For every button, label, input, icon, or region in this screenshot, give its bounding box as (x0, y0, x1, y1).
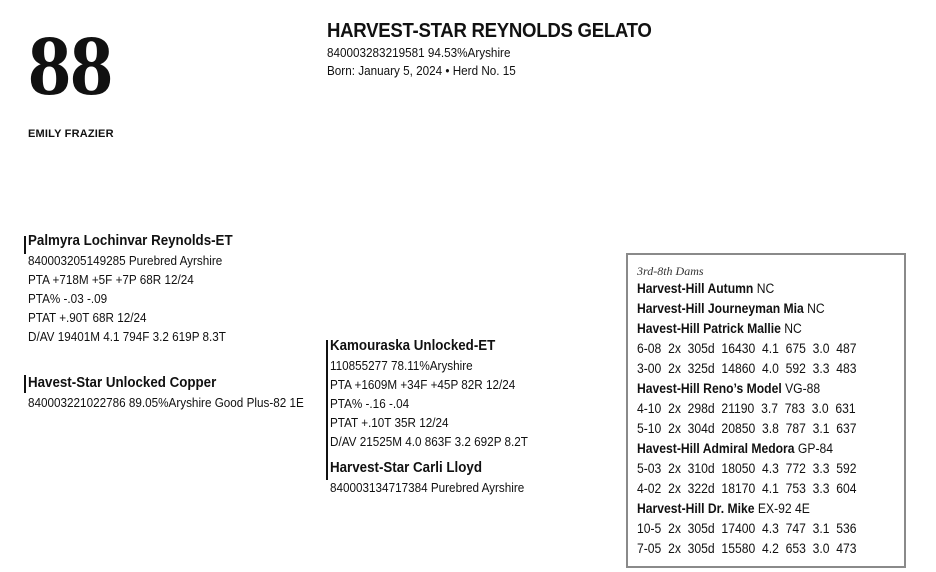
dam-record-text: 5-10 2x 304d 20850 3.8 787 3.1 637 (637, 421, 857, 436)
dam-ancestor-name: Havest-Hill Admiral Medora (637, 441, 795, 456)
sire-line: PTA% -.03 -.09 (28, 291, 108, 306)
dam-sire-line: 110855277 78.11%Aryshire (330, 358, 473, 373)
dam-ancestor-row (637, 299, 877, 319)
lot-number: 88 (28, 17, 112, 113)
dam-bracket-line (24, 375, 26, 393)
granddam-line: 840003134717384 Purebred Ayrshire (330, 480, 525, 495)
granddam-block (330, 458, 546, 497)
dam-record-row (637, 399, 877, 419)
dam-record-row (637, 339, 877, 359)
dam-ancestor-classification: VG-88 (781, 381, 821, 396)
dam-record-row (637, 479, 877, 499)
dam-line: 840003221022786 89.05%Aryshire Good Plus-82 1E (28, 395, 304, 410)
animal-born: Born: January 5, 2024 • Herd No. 15 (327, 63, 516, 78)
dam-record-text: 10-5 2x 305d 17400 4.3 747 3.1 536 (637, 521, 857, 536)
dams-box (626, 253, 906, 568)
dam-record-row (637, 519, 877, 539)
dam-record-row (637, 359, 877, 379)
dam-sire-line: PTA% -.16 -.04 (330, 396, 410, 411)
dam-record-text: 3-00 2x 325d 14860 4.0 592 3.3 483 (637, 361, 857, 376)
dam-ancestor-name: Havest-Hill Reno’s Model (637, 381, 782, 396)
dam-ancestor-classification: GP-84 (794, 441, 834, 456)
animal-registration: 840003283219581 94.53%Aryshire (327, 45, 511, 60)
consignor-name: EMILY FRAZIER (28, 128, 114, 140)
dams-box-title: 3rd-8th Dams (637, 264, 704, 278)
dam-block (28, 373, 334, 412)
dam-ancestor-classification: NC (780, 321, 802, 336)
dam-ancestor-name: Havest-Hill Patrick Mallie (637, 321, 781, 336)
dam-sire-line: PTAT +.10T 35R 12/24 (330, 415, 449, 430)
granddam-name: Harvest-Star Carli Lloyd (330, 460, 482, 476)
dam-record-text: 4-10 2x 298d 21190 3.7 783 3.0 631 (637, 401, 856, 416)
dam-ancestor-classification: NC (803, 301, 825, 316)
dam-ancestor-name: Harvest-Hill Autumn (637, 281, 754, 296)
sire-name: Palmyra Lochinvar Reynolds-ET (28, 233, 233, 249)
dam-sire-name: Kamouraska Unlocked-ET (330, 338, 496, 354)
sire-line: PTA +718M +5F +7P 68R 12/24 (28, 272, 194, 287)
dam-ancestor-row (637, 279, 877, 299)
sire-line: D/AV 19401M 4.1 794F 3.2 619P 8.3T (28, 329, 226, 344)
sire-line: PTAT +.90T 68R 12/24 (28, 310, 147, 325)
dam-ancestor-classification: EX-92 4E (754, 501, 810, 516)
dam-ancestor-row (637, 319, 877, 339)
dam-record-text: 6-08 2x 305d 16430 4.1 675 3.0 487 (637, 341, 857, 356)
dam-record-text: 4-02 2x 322d 18170 4.1 753 3.3 604 (637, 481, 857, 496)
dam-pedigree-bracket-line (326, 340, 328, 480)
dam-record-row (637, 539, 877, 559)
dam-ancestor-row (637, 499, 877, 519)
sire-block (28, 231, 250, 346)
sire-line: 840003205149285 Purebred Ayrshire (28, 253, 223, 268)
dam-sire-line: PTA +1609M +34F +45P 82R 12/24 (330, 377, 516, 392)
dam-ancestor-row (637, 379, 877, 399)
sire-bracket-line (24, 236, 26, 254)
animal-header (327, 18, 676, 80)
animal-name: HARVEST-STAR REYNOLDS GELATO (327, 20, 652, 42)
dam-ancestor-row (637, 439, 877, 459)
dam-record-row (637, 459, 877, 479)
dam-record-text: 7-05 2x 305d 15580 4.2 653 3.0 473 (637, 541, 857, 556)
dam-record-row (637, 419, 877, 439)
dam-ancestor-name: Harvest-Hill Journeyman Mia (637, 301, 804, 316)
dam-name: Havest-Star Unlocked Copper (28, 375, 217, 391)
dam-record-text: 5-03 2x 310d 18050 4.3 772 3.3 592 (637, 461, 857, 476)
dam-ancestor-classification: NC (753, 281, 775, 296)
dam-ancestor-name: Harvest-Hill Dr. Mike (637, 501, 755, 516)
dam-sire-block (330, 336, 550, 451)
dams-list (637, 279, 904, 559)
dam-sire-line: D/AV 21525M 4.0 863F 3.2 692P 8.2T (330, 434, 528, 449)
